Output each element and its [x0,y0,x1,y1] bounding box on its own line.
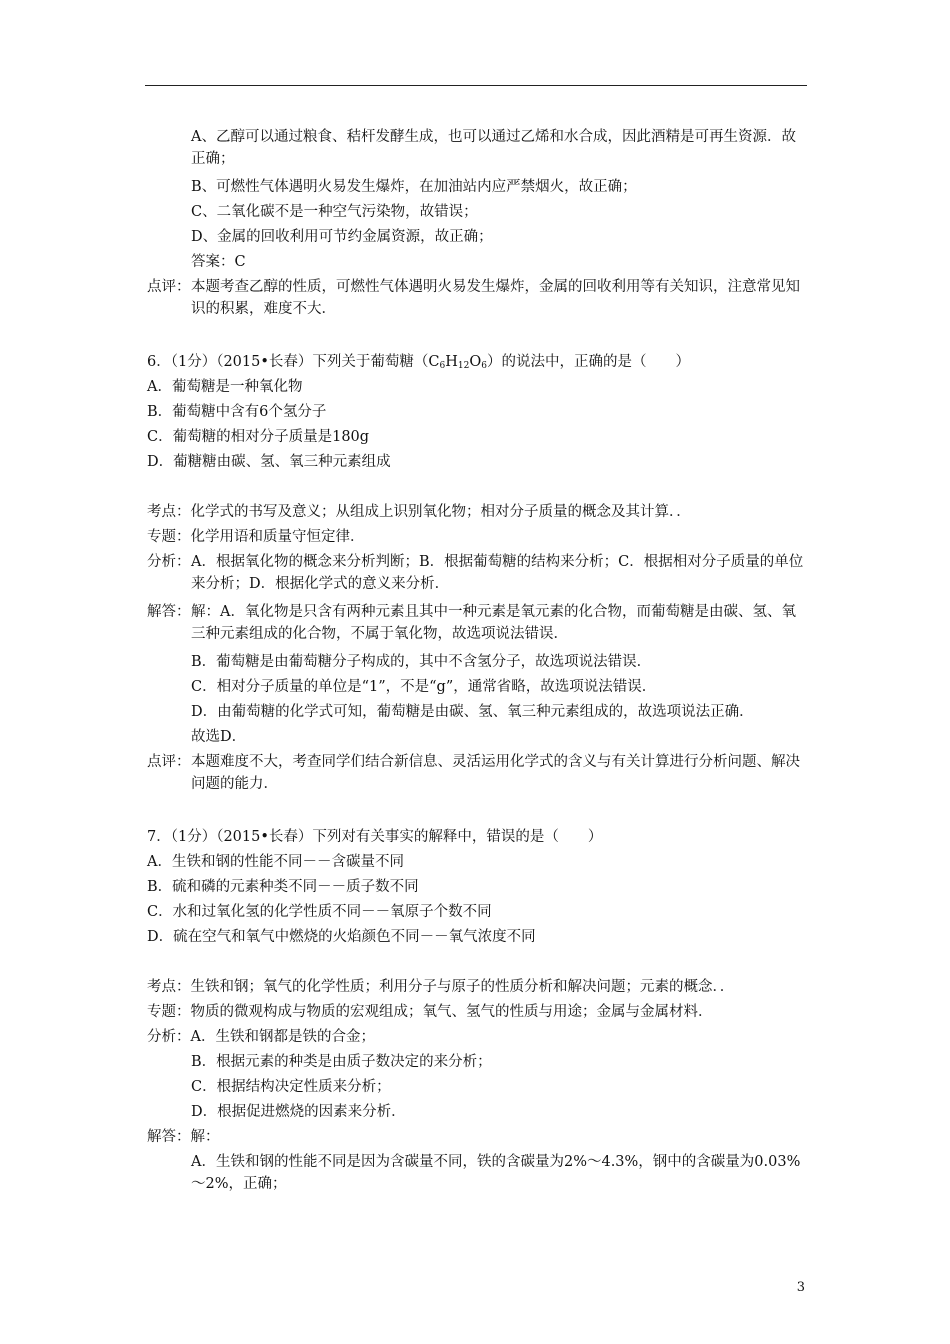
q6-dianping-text: 本题难度不大，考查同学们结合新信息、灵活运用化学式的含义与有关计算进行分析问题、解决问题的能力． [191,754,800,792]
q6-option-c: C．葡萄糖的相对分子质量是180g [147,429,370,445]
prev-answer-c: C、二氧化碳不是一种空气污染物，故错误； [191,204,478,220]
header-rule [145,85,807,86]
page-number: 3 [796,1280,805,1295]
q7-zhuanti: 专题：物质的微观构成与物质的宏观组成；氧气、氢气的性质与用途；金属与金属材料． [147,1004,713,1020]
q7-option-b: B．硫和磷的元素种类不同－－质子数不同 [147,879,419,895]
prev-comment-label: 点评： [147,279,191,295]
q6-jieda-select: 故选D． [191,729,247,745]
q7-fenxi-b: B．根据元素的种类是由质子数决定的来分析； [191,1054,492,1070]
q6-zhuanti: 专题：化学用语和质量守恒定律． [147,529,365,545]
q6-jieda-b: B．葡萄糖是由葡萄糖分子构成的，其中不含氢分子，故选项说法错误． [191,654,652,670]
q7-kaodian: 考点：生铁和钢；氧气的化学性质；利用分子与原子的性质分析和解决问题；元素的概念．． [147,979,735,995]
prev-answer-b: B、可燃性气体遇明火易发生爆炸，在加油站内应严禁烟火，故正确； [191,179,637,195]
q7-option-c: C．水和过氧化氢的化学性质不同－－氧原子个数不同 [147,904,492,920]
q6-jieda-label: 解答： [147,604,191,620]
q7-stem: 7．（1分）（2015•长春）下列对有关事实的解释中，错误的是（ ） [147,829,603,845]
q7-fenxi-d: D．根据促进燃烧的因素来分析． [191,1104,406,1120]
prev-comment-text: 本题考查乙醇的性质，可燃性气体遇明火易发生爆炸，金属的回收利用等有关知识，注意常见知识的积累，难度不大． [191,279,800,317]
q6-jieda-a: 解：A．氧化物是只含有两种元素且其中一种元素是氧元素的化合物，而葡萄糖是由碳、氢、氧三种元素组成的化合物，不属于氧化物，故选项说法错误． [191,604,796,642]
q6-fenxi-text: A．根据氧化物的概念来分析判断；B．根据葡萄糖的结构来分析；C．根据相对分子质量的单位来分析；D．根据化学式的意义来分析． [191,554,804,592]
q6-jieda-c: C．相对分子质量的单位是“1”，不是“g”，通常省略，故选项说法错误． [191,679,657,695]
q7-jieda-a: A．生铁和钢的性能不同是因为含碳量不同，铁的含碳量为2%～4.3%，钢中的含碳量为0.03%～2%，正确； [191,1154,801,1192]
q6-option-d: D．葡糖糖由碳、氢、氧三种元素组成 [147,454,391,470]
prev-answer-d: D、金属的回收利用可节约金属资源，故正确； [191,229,493,245]
q7-jieda: 解答：解： [147,1129,220,1145]
prev-answer: 答案：C [191,254,246,270]
q6-stem: 6．（1分）（2015•长春）下列关于葡萄糖$(C_6H_{12}O_6)$的说法中，正确的是（ ） [147,354,690,371]
q6-option-b: B．葡萄糖中含有6个氢分子 [147,404,327,420]
q6-kaodian: 考点：化学式的书写及意义；从组成上识别氧化物；相对分子质量的概念及其计算．． [147,504,691,520]
q6-dianping-label: 点评： [147,754,191,770]
prev-answer-a: A、乙醇可以通过粮食、秸杆发酵生成，也可以通过乙烯和水合成，因此酒精是可再生资源．故正确； [191,129,796,167]
q7-option-d: D．硫在空气和氧气中燃烧的火焰颜色不同－－氧气浓度不同 [147,929,536,945]
q6-jieda-d: D．由葡萄糖的化学式可知，葡萄糖是由碳、氢、氧三种元素组成的，故选项说法正确． [191,704,754,720]
q6-fenxi-label: 分析： [147,554,191,570]
q6-option-a: A．葡萄糖是一种氧化物 [147,379,303,395]
q7-option-a: A．生铁和钢的性能不同－－含碳量不同 [147,854,404,870]
q7-fenxi-a: 分析：A．生铁和钢都是铁的合金； [147,1029,375,1045]
q7-fenxi-c: C．根据结构决定性质来分析； [191,1079,391,1095]
